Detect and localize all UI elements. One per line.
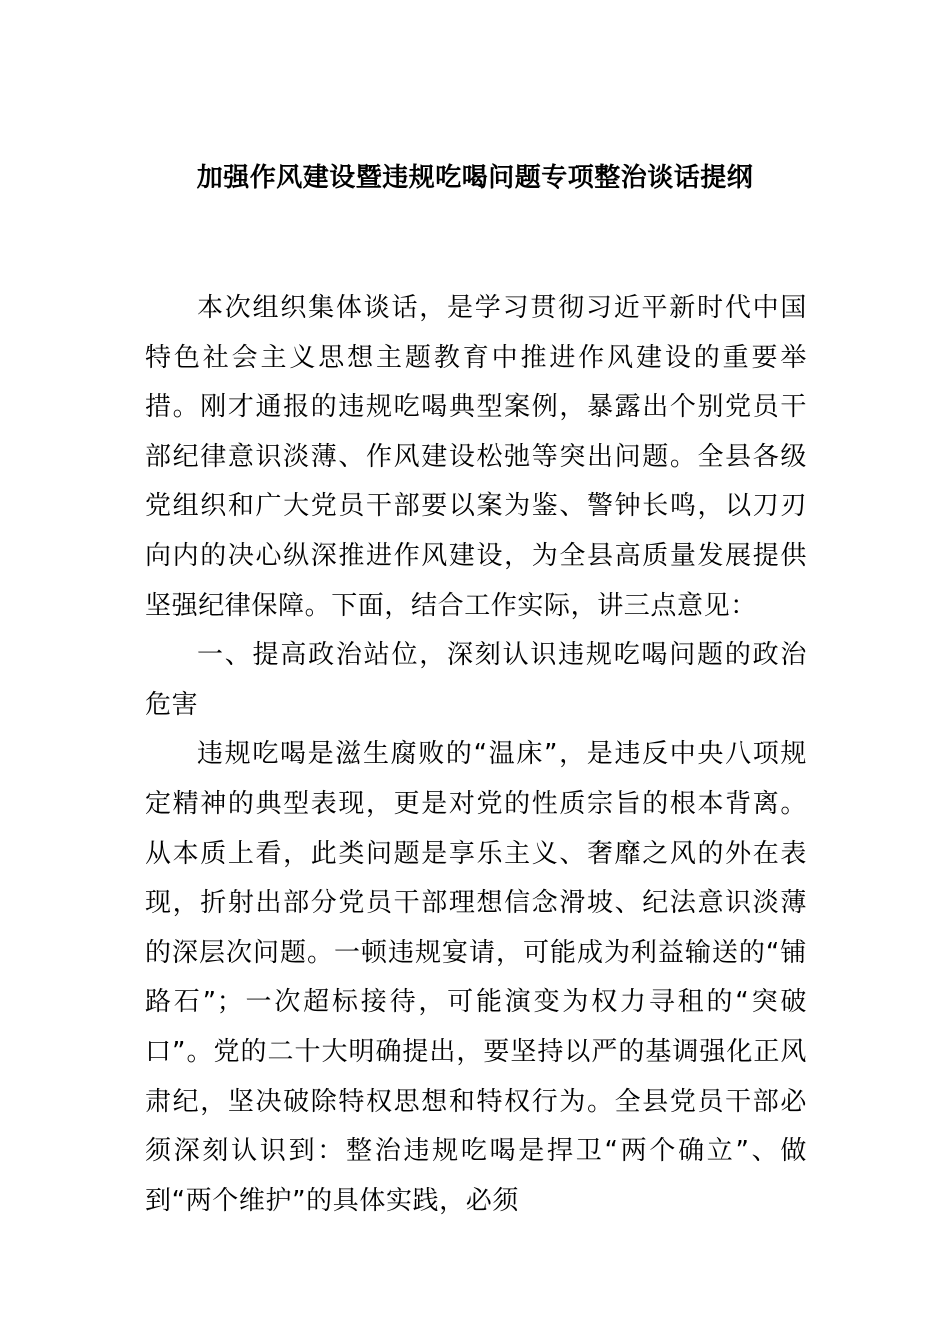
paragraph-intro: 本次组织集体谈话，是学习贯彻习近平新时代中国特色社会主义思想主题教育中推进作风建设的重要举措。刚才通报的违规吃喝典型案例，暴露出个别党员干部纪律意识淡薄、作风建设松弛等突出问题。全县各级党组织和广大党员干部要以案为鉴、警钟长鸣，以刀刃向内的决心纵深推进作风建设，为全县高质量发展提供坚强纪律保障。下面，结合工作实际，讲三点意见： (145, 293, 807, 621)
document-title: 加强作风建设暨违规吃喝问题专项整治谈话提纲 (196, 163, 754, 193)
document-body (145, 284, 807, 1226)
paragraph-section-1: 违规吃喝是滋生腐败的“温床”，是违反中央八项规定精神的典型表现，更是对党的性质宗旨的根本背离。从本质上看，此类问题是享乐主义、奢靡之风的外在表现，折射出部分党员干部理想信念滑坡、纪法意识淡薄的深层次问题。一顿违规宴请，可能成为利益输送的“铺路石”；一次超标接待，可能演变为权力寻租的“突破口”。党的二十大明确提出，要坚持以严的基调强化正风肃纪，坚决破除特权思想和特权行为。全县党员干部必须深刻认识到：整治违规吃喝是捍卫“两个确立”、做到“两个维护”的具体实践，必须 (145, 739, 807, 1216)
section-heading-1: 一、提高政治站位，深刻认识违规吃喝问题的政治危害 (145, 640, 807, 720)
